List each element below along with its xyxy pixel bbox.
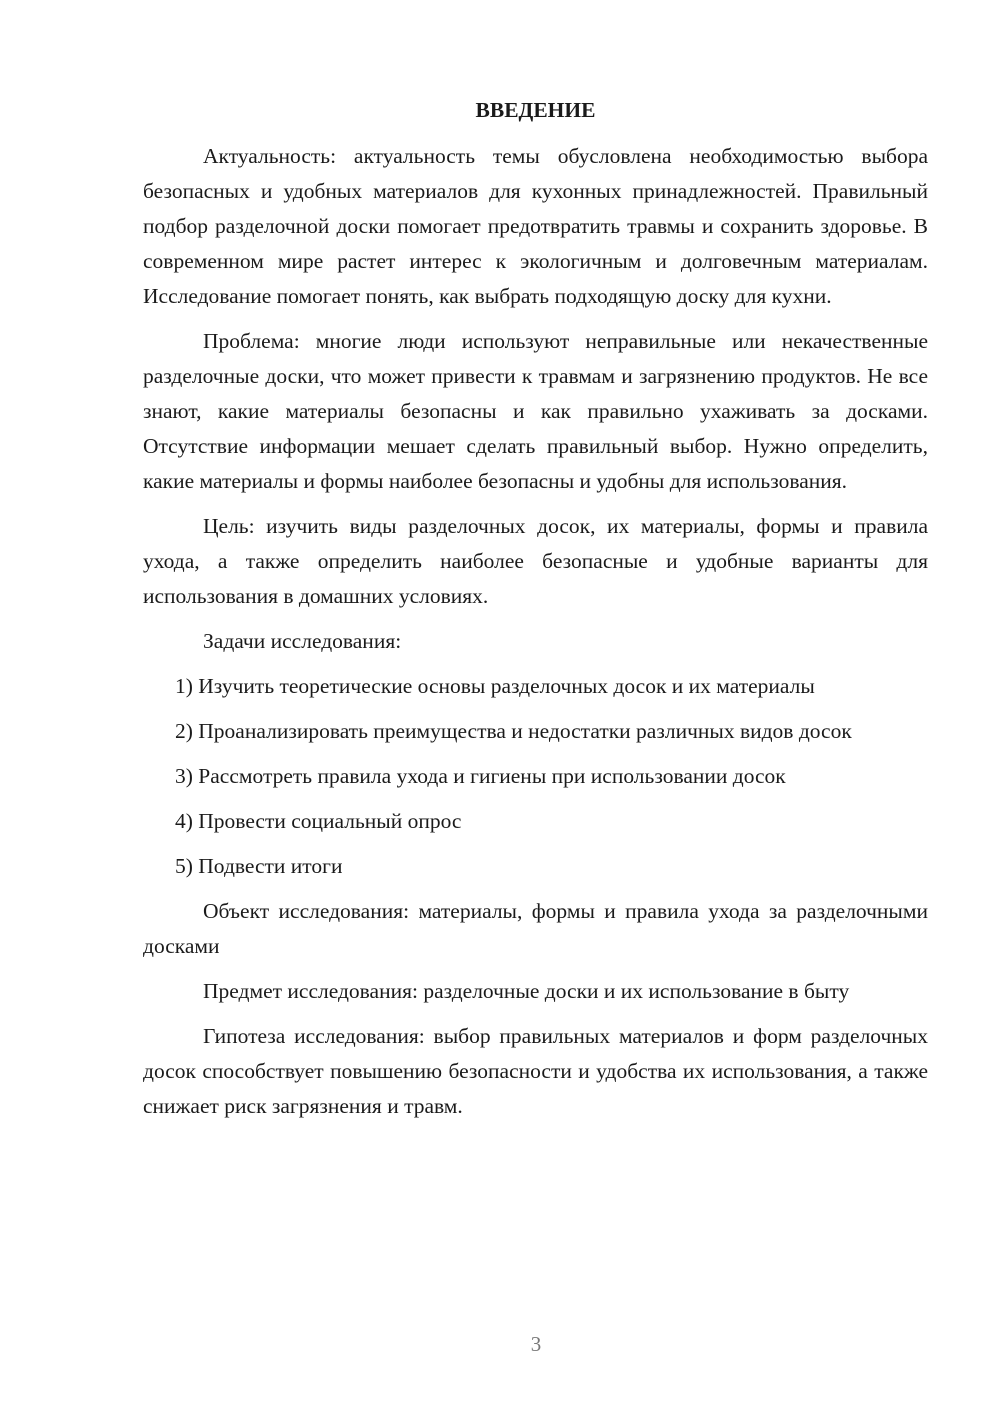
task-item-2: 2) Проанализировать преимущества и недостатки различных видов досок: [175, 719, 852, 743]
paragraph-relevance: Актуальность: актуальность темы обусловлена необходимостью выбора безопасных и удобных материалов для кухонных принадлежностей. Правильный подбор разделочной доски помогает предотвратить травмы и сохранить здоровье. В современном мире растет интерес к экологичным и долговечным материалам. Исследование помогает понять, как выбрать подходящую доску для кухни.: [143, 144, 928, 308]
tasks-heading: Задачи исследования:: [203, 629, 402, 653]
paragraph-hypothesis: Гипотеза исследования: выбор правильных материалов и форм разделочных досок способствует повышению безопасности и удобства их использования, а также снижает риск загрязнения и травм.: [143, 1024, 928, 1118]
task-item-1: 1) Изучить теоретические основы разделочных досок и их материалы: [175, 674, 815, 698]
section-heading: ВВЕДЕНИЕ: [475, 98, 596, 122]
page-number: 3: [530, 1332, 542, 1356]
task-item-5: 5) Подвести итоги: [175, 854, 343, 878]
paragraph-problem: Проблема: многие люди используют неправильные или некачественные разделочные доски, что может привести к травмам и загрязнению продуктов. Не все знают, какие материалы безопасны и как правильно ухаживать за досками. Отсутствие информации мешает сделать правильный выбор. Нужно определить, какие материалы и формы наиболее безопасны и удобны для использования.: [143, 329, 928, 493]
paragraph-goal: Цель: изучить виды разделочных досок, их материалы, формы и правила ухода, а также определить наиболее безопасные и удобные варианты для использования в домашних условиях.: [143, 514, 928, 608]
task-item-3: 3) Рассмотреть правила ухода и гигиены при использовании досок: [175, 764, 786, 788]
paragraph-object: Объект исследования: материалы, формы и правила ухода за разделочными досками: [143, 899, 928, 958]
task-item-4: 4) Провести социальный опрос: [175, 809, 462, 833]
paragraph-subject: Предмет исследования: разделочные доски и их использование в быту: [203, 979, 850, 1003]
document-page: [143, 95, 928, 1134]
